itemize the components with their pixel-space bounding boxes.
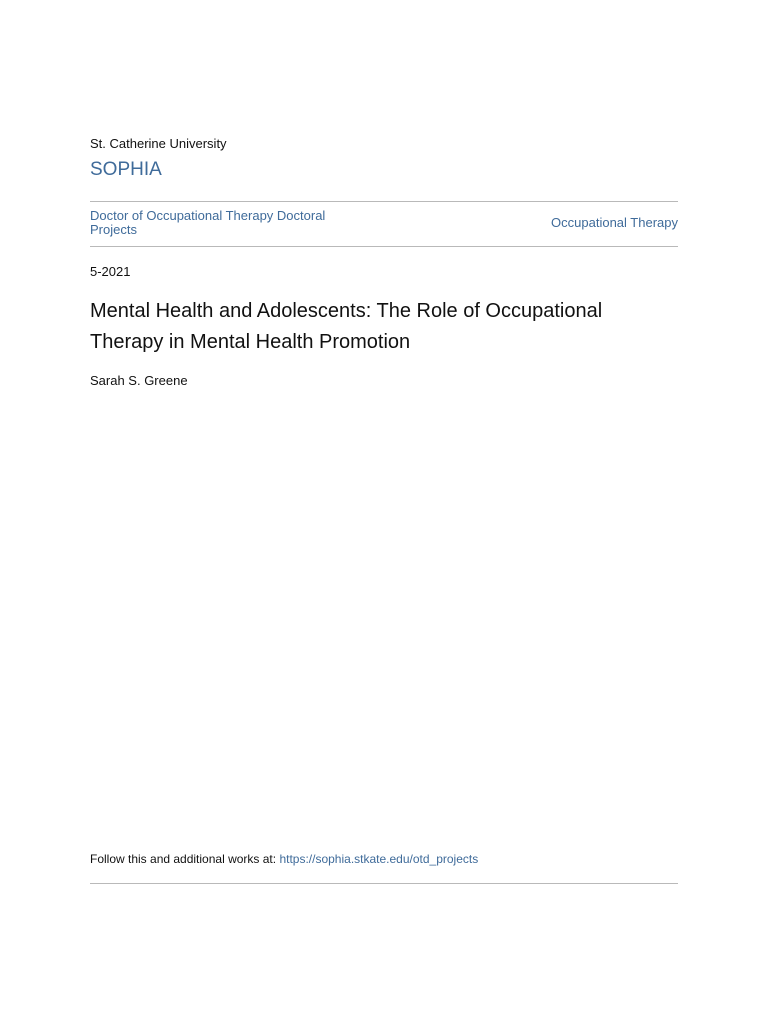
discipline-link[interactable]: Occupational Therapy (551, 215, 678, 230)
collection-link[interactable]: Doctor of Occupational Therapy Doctoral Projects (90, 208, 326, 237)
follow-line (90, 851, 478, 867)
author-name: Sarah S. Greene (90, 373, 188, 388)
document-title: Mental Health and Adolescents: The Role of Occupational Therapy in Mental Health Promotion (90, 300, 603, 353)
bottom-divider (90, 883, 678, 884)
middle-divider (90, 246, 678, 247)
cover-page (90, 0, 678, 1024)
repository-link[interactable]: SOPHIA (90, 159, 162, 180)
follow-link[interactable]: https://sophia.stkate.edu/otd_projects (279, 852, 479, 866)
institution-name: St. Catherine University (90, 136, 227, 151)
follow-text: Follow this and additional works at: (90, 852, 280, 866)
top-divider (90, 201, 678, 202)
publication-date: 5-2021 (90, 264, 131, 279)
